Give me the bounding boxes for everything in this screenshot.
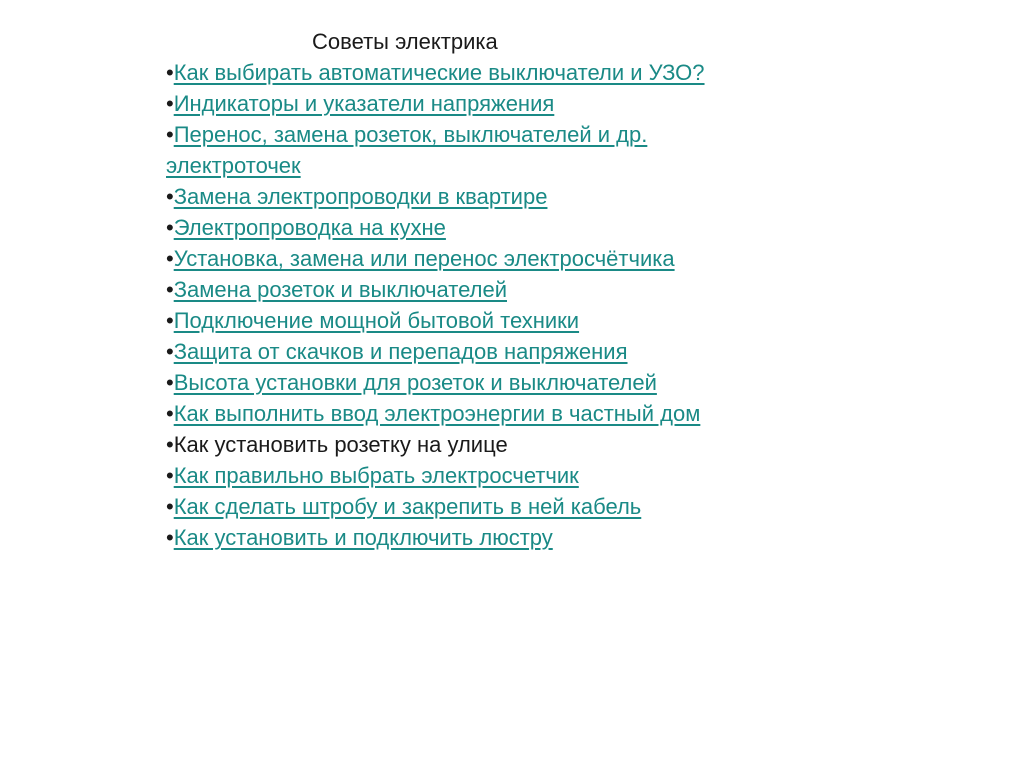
list-item — [166, 119, 726, 181]
list-item — [166, 305, 726, 336]
tip-link-socket-height[interactable]: Высота установки для розеток и выключателей — [173, 370, 657, 395]
list-item — [166, 491, 726, 522]
tip-link-surge-protection[interactable]: Защита от скачков и перепадов напряжения — [173, 339, 628, 364]
bullet: • — [166, 401, 174, 426]
bullet: • — [166, 370, 174, 395]
tip-link-appliance-connection[interactable]: Подключение мощной бытовой техники — [173, 308, 580, 333]
tip-link-choose-meter[interactable]: Как правильно выбрать электросчетчик — [173, 463, 579, 488]
bullet: • — [166, 122, 174, 147]
bullet: • — [166, 277, 174, 302]
list-item — [166, 429, 726, 460]
tip-link-circuit-breakers[interactable]: Как выбирать автоматические выключатели и УЗО? — [173, 60, 705, 85]
bullet: • — [166, 432, 174, 457]
tip-link-socket-relocation[interactable]: Перенос, замена розеток, выключателей и др. электроточек — [166, 122, 648, 178]
bullet: • — [166, 339, 174, 364]
bullet: • — [166, 60, 174, 85]
tip-link-kitchen-wiring[interactable]: Электропроводка на кухне — [173, 215, 446, 240]
list-item — [166, 181, 726, 212]
tips-list — [166, 57, 726, 553]
bullet: • — [166, 246, 174, 271]
bullet: • — [166, 184, 174, 209]
bullet: • — [166, 215, 174, 240]
tip-link-rewiring-apartment[interactable]: Замена электропроводки в квартире — [173, 184, 548, 209]
tip-text-outdoor-socket: Как установить розетку на улице — [173, 432, 508, 457]
page-title: Советы электрика — [312, 29, 498, 54]
list-item — [166, 367, 726, 398]
bullet: • — [166, 525, 174, 550]
tip-link-chandelier-install[interactable]: Как установить и подключить люстру — [173, 525, 553, 550]
list-item — [166, 460, 726, 491]
list-item — [166, 398, 726, 429]
tip-link-socket-replacement[interactable]: Замена розеток и выключателей — [173, 277, 507, 302]
tip-link-wall-chase-cable[interactable]: Как сделать штробу и закрепить в ней кабель — [173, 494, 642, 519]
list-item — [166, 336, 726, 367]
list-item — [166, 522, 726, 553]
list-item — [166, 274, 726, 305]
tip-link-electric-meter-install[interactable]: Установка, замена или перенос электросчётчика — [173, 246, 675, 271]
list-item — [166, 88, 726, 119]
bullet: • — [166, 91, 174, 116]
tip-link-power-input-house[interactable]: Как выполнить ввод электроэнергии в частный дом — [173, 401, 701, 426]
list-item — [166, 212, 726, 243]
tip-link-voltage-indicators[interactable]: Индикаторы и указатели напряжения — [173, 91, 555, 116]
bullet: • — [166, 463, 174, 488]
bullet: • — [166, 494, 174, 519]
bullet: • — [166, 308, 174, 333]
list-item — [166, 243, 726, 274]
list-item — [166, 57, 726, 88]
